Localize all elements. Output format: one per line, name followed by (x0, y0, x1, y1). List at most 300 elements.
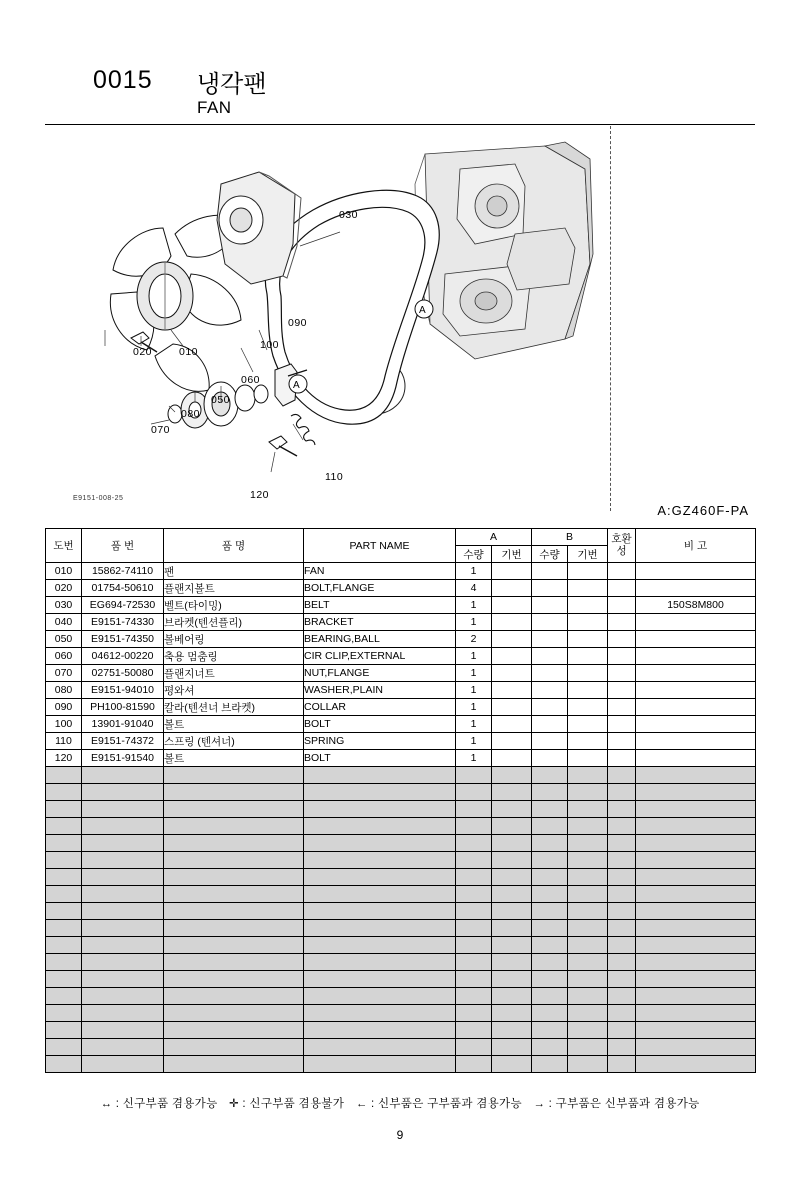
cell-empty (636, 1022, 756, 1039)
cell-empty (456, 903, 492, 920)
parts-table (45, 528, 756, 1073)
cell-qty-b (532, 580, 568, 597)
cell-empty (46, 801, 82, 818)
cell-empty (492, 1005, 532, 1022)
cell-empty (46, 767, 82, 784)
cell-empty (532, 903, 568, 920)
cell-name-en: CIR CLIP,EXTERNAL (304, 648, 456, 665)
cell-empty (304, 1005, 456, 1022)
cell-empty (82, 767, 164, 784)
cell-empty (456, 801, 492, 818)
cell-empty (568, 937, 608, 954)
cell-empty (532, 971, 568, 988)
cell-empty (164, 784, 304, 801)
cell-empty (492, 886, 532, 903)
cell-empty (636, 920, 756, 937)
cell-name-en: BOLT,FLANGE (304, 580, 456, 597)
cell-part-no: E9151-91540 (82, 750, 164, 767)
th-group-a: A (456, 529, 532, 546)
cell-empty (532, 954, 568, 971)
cell-empty (532, 818, 568, 835)
th-name-en: PART NAME (304, 529, 456, 563)
cell-part-no: E9151-74372 (82, 733, 164, 750)
cell-empty (164, 886, 304, 903)
cell-name-kr: 평와셔 (164, 682, 304, 699)
legend-item-0: ↔ : 신구부품 겸용가능 (100, 1098, 218, 1110)
cell-empty (82, 886, 164, 903)
table-header-row-1 (46, 529, 756, 546)
table-row-empty (46, 954, 756, 971)
table-row-empty (46, 886, 756, 903)
cell-compat (608, 648, 636, 665)
table-row-empty (46, 971, 756, 988)
cell-empty (456, 784, 492, 801)
cell-empty (456, 818, 492, 835)
th-ref-a: 기번 (492, 546, 532, 563)
th-remark: 비 고 (636, 529, 756, 563)
cell-name-en: SPRING (304, 733, 456, 750)
cell-empty (304, 1039, 456, 1056)
cell-empty (304, 903, 456, 920)
table-row-empty (46, 784, 756, 801)
cell-no: 100 (46, 716, 82, 733)
cell-empty (46, 954, 82, 971)
cell-no: 080 (46, 682, 82, 699)
cell-ref-b (568, 597, 608, 614)
cell-empty (46, 835, 82, 852)
cell-empty (82, 920, 164, 937)
parts-table-container (45, 528, 755, 1073)
callout-100: 100 (260, 339, 280, 351)
page-title-english: FAN (197, 98, 232, 117)
cell-empty (532, 801, 568, 818)
callout-120: 120 (250, 489, 270, 501)
cell-empty (532, 988, 568, 1005)
cell-empty (456, 1005, 492, 1022)
table-row-empty (46, 1005, 756, 1022)
cell-empty (164, 835, 304, 852)
cell-empty (492, 903, 532, 920)
cell-name-en: FAN (304, 563, 456, 580)
cell-ref-a (492, 597, 532, 614)
cell-part-no: 04612-00220 (82, 648, 164, 665)
cell-no: 040 (46, 614, 82, 631)
cell-empty (304, 818, 456, 835)
marker-a-label-2: A (293, 380, 300, 391)
cell-remark (636, 665, 756, 682)
cell-no: 050 (46, 631, 82, 648)
cell-empty (492, 818, 532, 835)
cell-ref-b (568, 750, 608, 767)
cell-empty (46, 937, 82, 954)
cell-empty (532, 835, 568, 852)
cell-empty (568, 818, 608, 835)
cell-empty (46, 920, 82, 937)
cell-empty (532, 869, 568, 886)
cell-empty (568, 886, 608, 903)
cell-empty (456, 954, 492, 971)
cell-name-kr: 스프링 (텐셔너) (164, 733, 304, 750)
cell-empty (636, 988, 756, 1005)
cell-part-no: PH100-81590 (82, 699, 164, 716)
callout-010: 010 (179, 346, 199, 358)
cell-empty (532, 1056, 568, 1073)
cell-empty (636, 784, 756, 801)
cell-empty (608, 1005, 636, 1022)
table-row[interactable] (46, 665, 756, 682)
cell-empty (568, 801, 608, 818)
cell-name-en: BOLT (304, 716, 456, 733)
legend-item-3: → : 구부품은 신부품과 겸용가능 (533, 1098, 700, 1110)
cell-empty (636, 818, 756, 835)
th-part-no: 품 번 (82, 529, 164, 563)
table-row-empty (46, 1039, 756, 1056)
cell-no: 090 (46, 699, 82, 716)
cell-empty (304, 920, 456, 937)
cell-ref-b (568, 699, 608, 716)
page-title: 냉각팬 (197, 71, 267, 98)
table-row-empty (46, 988, 756, 1005)
cell-compat (608, 682, 636, 699)
cell-empty (636, 801, 756, 818)
callout-080: 080 (181, 408, 201, 420)
cell-empty (636, 1005, 756, 1022)
cell-empty (608, 869, 636, 886)
cell-empty (492, 869, 532, 886)
cell-empty (492, 801, 532, 818)
cell-name-kr: 축용 멈춤링 (164, 648, 304, 665)
table-row-empty (46, 903, 756, 920)
cell-remark (636, 631, 756, 648)
cell-compat (608, 750, 636, 767)
cell-empty (164, 767, 304, 784)
legend (45, 1095, 755, 1111)
cell-remark (636, 614, 756, 631)
cell-empty (82, 801, 164, 818)
cell-empty (492, 835, 532, 852)
cell-empty (456, 852, 492, 869)
cell-remark (636, 563, 756, 580)
cell-empty (46, 1005, 82, 1022)
cell-compat (608, 699, 636, 716)
cell-empty (532, 767, 568, 784)
cell-empty (304, 1056, 456, 1073)
cell-qty-b (532, 750, 568, 767)
cell-ref-b (568, 733, 608, 750)
cell-empty (608, 988, 636, 1005)
cell-name-en: COLLAR (304, 699, 456, 716)
cell-qty-b (532, 597, 568, 614)
cell-empty (456, 1039, 492, 1056)
th-no: 도번 (46, 529, 82, 563)
table-row[interactable] (46, 733, 756, 750)
cell-empty (82, 1039, 164, 1056)
cell-qty-a: 2 (456, 631, 492, 648)
cell-empty (82, 852, 164, 869)
cell-qty-b (532, 716, 568, 733)
table-row-empty (46, 818, 756, 835)
table-row[interactable] (46, 699, 756, 716)
cell-name-kr: 플랜지볼트 (164, 580, 304, 597)
cell-no: 120 (46, 750, 82, 767)
cell-empty (82, 1005, 164, 1022)
cell-name-en: BOLT (304, 750, 456, 767)
cell-empty (608, 954, 636, 971)
cell-empty (608, 835, 636, 852)
drawing-code: E9151-008-25 (73, 495, 124, 502)
cell-empty (46, 852, 82, 869)
cell-empty (46, 988, 82, 1005)
callout-020: 020 (133, 346, 153, 358)
cell-qty-a: 1 (456, 750, 492, 767)
table-row[interactable] (46, 563, 756, 580)
cell-empty (164, 903, 304, 920)
page-number: 9 (396, 1128, 404, 1142)
cell-name-kr: 볼베어링 (164, 631, 304, 648)
cell-empty (164, 801, 304, 818)
cell-name-en: WASHER,PLAIN (304, 682, 456, 699)
cell-no: 010 (46, 563, 82, 580)
cell-ref-a (492, 648, 532, 665)
cell-empty (82, 784, 164, 801)
cell-empty (636, 1056, 756, 1073)
cell-empty (608, 937, 636, 954)
cell-empty (568, 1005, 608, 1022)
cell-empty (46, 971, 82, 988)
cell-empty (492, 852, 532, 869)
cell-empty (304, 869, 456, 886)
cell-empty (608, 971, 636, 988)
cell-qty-b (532, 563, 568, 580)
th-qty-b: 수량 (532, 546, 568, 563)
cell-empty (568, 1039, 608, 1056)
cell-ref-b (568, 580, 608, 597)
callout-030: 030 (339, 209, 359, 221)
cell-empty (456, 920, 492, 937)
callout-110: 110 (325, 471, 344, 483)
cell-part-no: 01754-50610 (82, 580, 164, 597)
cell-empty (164, 971, 304, 988)
cell-empty (532, 1022, 568, 1039)
cell-compat (608, 665, 636, 682)
cell-empty (82, 835, 164, 852)
diagram-illustration (45, 124, 755, 519)
cell-remark (636, 750, 756, 767)
cell-empty (568, 852, 608, 869)
cell-qty-a: 1 (456, 648, 492, 665)
cell-remark (636, 733, 756, 750)
cell-empty (82, 1056, 164, 1073)
cell-empty (636, 767, 756, 784)
cell-empty (532, 937, 568, 954)
table-row-empty (46, 937, 756, 954)
cell-remark (636, 716, 756, 733)
cell-compat (608, 614, 636, 631)
cell-qty-b (532, 682, 568, 699)
cell-empty (456, 767, 492, 784)
cell-empty (456, 1022, 492, 1039)
cell-empty (82, 903, 164, 920)
cell-empty (304, 852, 456, 869)
table-row[interactable] (46, 648, 756, 665)
cell-empty (636, 835, 756, 852)
cell-empty (568, 903, 608, 920)
cell-empty (164, 818, 304, 835)
cell-empty (164, 920, 304, 937)
cell-empty (82, 954, 164, 971)
table-row[interactable] (46, 580, 756, 597)
table-row-empty (46, 852, 756, 869)
cell-empty (492, 954, 532, 971)
cell-empty (304, 886, 456, 903)
marker-a-label: A (419, 305, 426, 316)
cell-no: 030 (46, 597, 82, 614)
cell-name-kr: 팬 (164, 563, 304, 580)
callout-070: 070 (151, 424, 171, 436)
th-compat: 호환성 (608, 529, 636, 563)
variant-label: A:GZ460F-PA (657, 503, 749, 518)
th-ref-b: 기번 (568, 546, 608, 563)
cell-empty (636, 852, 756, 869)
cell-ref-b (568, 563, 608, 580)
th-qty-a: 수량 (456, 546, 492, 563)
cell-qty-a: 1 (456, 614, 492, 631)
cell-ref-a (492, 699, 532, 716)
cell-empty (492, 784, 532, 801)
cell-empty (46, 1022, 82, 1039)
legend-item-1: ✛ : 신구부품 겸용불가 (229, 1098, 345, 1110)
cell-empty (608, 767, 636, 784)
cell-empty (492, 988, 532, 1005)
cell-empty (608, 903, 636, 920)
table-row[interactable] (46, 750, 756, 767)
cell-empty (46, 818, 82, 835)
cell-no: 070 (46, 665, 82, 682)
table-row[interactable] (46, 597, 756, 614)
cell-empty (304, 954, 456, 971)
cell-empty (164, 852, 304, 869)
cell-empty (82, 971, 164, 988)
cell-name-kr: 브라켓(텐션플리) (164, 614, 304, 631)
cell-empty (532, 784, 568, 801)
cell-qty-b (532, 733, 568, 750)
cell-empty (46, 869, 82, 886)
cell-empty (456, 971, 492, 988)
cell-empty (568, 920, 608, 937)
cell-empty (492, 1056, 532, 1073)
cell-empty (608, 852, 636, 869)
cell-empty (608, 1056, 636, 1073)
cell-empty (304, 784, 456, 801)
page-header (45, 60, 755, 125)
cell-empty (164, 988, 304, 1005)
cell-part-no: 13901-91040 (82, 716, 164, 733)
cell-empty (636, 971, 756, 988)
cell-empty (456, 835, 492, 852)
cell-name-en: BELT (304, 597, 456, 614)
table-row[interactable] (46, 716, 756, 733)
cell-empty (164, 1039, 304, 1056)
cell-qty-b (532, 699, 568, 716)
cell-no: 110 (46, 733, 82, 750)
cell-empty (492, 767, 532, 784)
cell-ref-a (492, 614, 532, 631)
cell-name-en: BRACKET (304, 614, 456, 631)
cell-empty (46, 903, 82, 920)
cell-part-no: 15862-74110 (82, 563, 164, 580)
cell-empty (568, 784, 608, 801)
cell-part-no: 02751-50080 (82, 665, 164, 682)
cell-empty (164, 954, 304, 971)
table-row[interactable] (46, 682, 756, 699)
cell-qty-a: 1 (456, 716, 492, 733)
cell-empty (492, 971, 532, 988)
cell-ref-b (568, 631, 608, 648)
cell-name-kr: 칼라(텐션너 브라켓) (164, 699, 304, 716)
table-row[interactable] (46, 631, 756, 648)
cell-empty (46, 784, 82, 801)
cell-empty (492, 937, 532, 954)
cell-qty-a: 1 (456, 699, 492, 716)
cell-ref-b (568, 648, 608, 665)
cell-empty (304, 767, 456, 784)
table-row-empty (46, 835, 756, 852)
cell-name-kr: 벨트(타이밍) (164, 597, 304, 614)
cell-qty-b (532, 614, 568, 631)
cell-empty (456, 1056, 492, 1073)
cell-empty (568, 954, 608, 971)
cell-empty (304, 988, 456, 1005)
cell-empty (82, 988, 164, 1005)
parts-table-body (46, 563, 756, 1073)
cell-qty-a: 1 (456, 733, 492, 750)
cell-qty-b (532, 665, 568, 682)
cell-empty (532, 886, 568, 903)
cell-empty (164, 1005, 304, 1022)
exploded-diagram (45, 124, 755, 524)
cell-compat (608, 631, 636, 648)
cell-qty-a: 1 (456, 597, 492, 614)
cell-empty (164, 1056, 304, 1073)
cell-compat (608, 580, 636, 597)
cell-ref-a (492, 631, 532, 648)
cell-ref-a (492, 716, 532, 733)
cell-ref-a (492, 580, 532, 597)
cell-empty (568, 988, 608, 1005)
cell-ref-a (492, 682, 532, 699)
cell-name-kr: 플랜지너트 (164, 665, 304, 682)
cell-qty-a: 1 (456, 682, 492, 699)
cell-remark (636, 648, 756, 665)
th-name-kr: 품 명 (164, 529, 304, 563)
cell-empty (492, 1039, 532, 1056)
callout-060: 060 (241, 374, 261, 386)
table-row-empty (46, 1022, 756, 1039)
cell-name-en: BEARING,BALL (304, 631, 456, 648)
cell-empty (608, 801, 636, 818)
cell-empty (636, 1039, 756, 1056)
cell-no: 020 (46, 580, 82, 597)
table-row[interactable] (46, 614, 756, 631)
cell-ref-b (568, 614, 608, 631)
cell-name-kr: 볼트 (164, 716, 304, 733)
cell-empty (82, 869, 164, 886)
cell-empty (608, 886, 636, 903)
table-row-empty (46, 1056, 756, 1073)
cell-empty (456, 869, 492, 886)
cell-ref-a (492, 563, 532, 580)
cell-empty (456, 937, 492, 954)
